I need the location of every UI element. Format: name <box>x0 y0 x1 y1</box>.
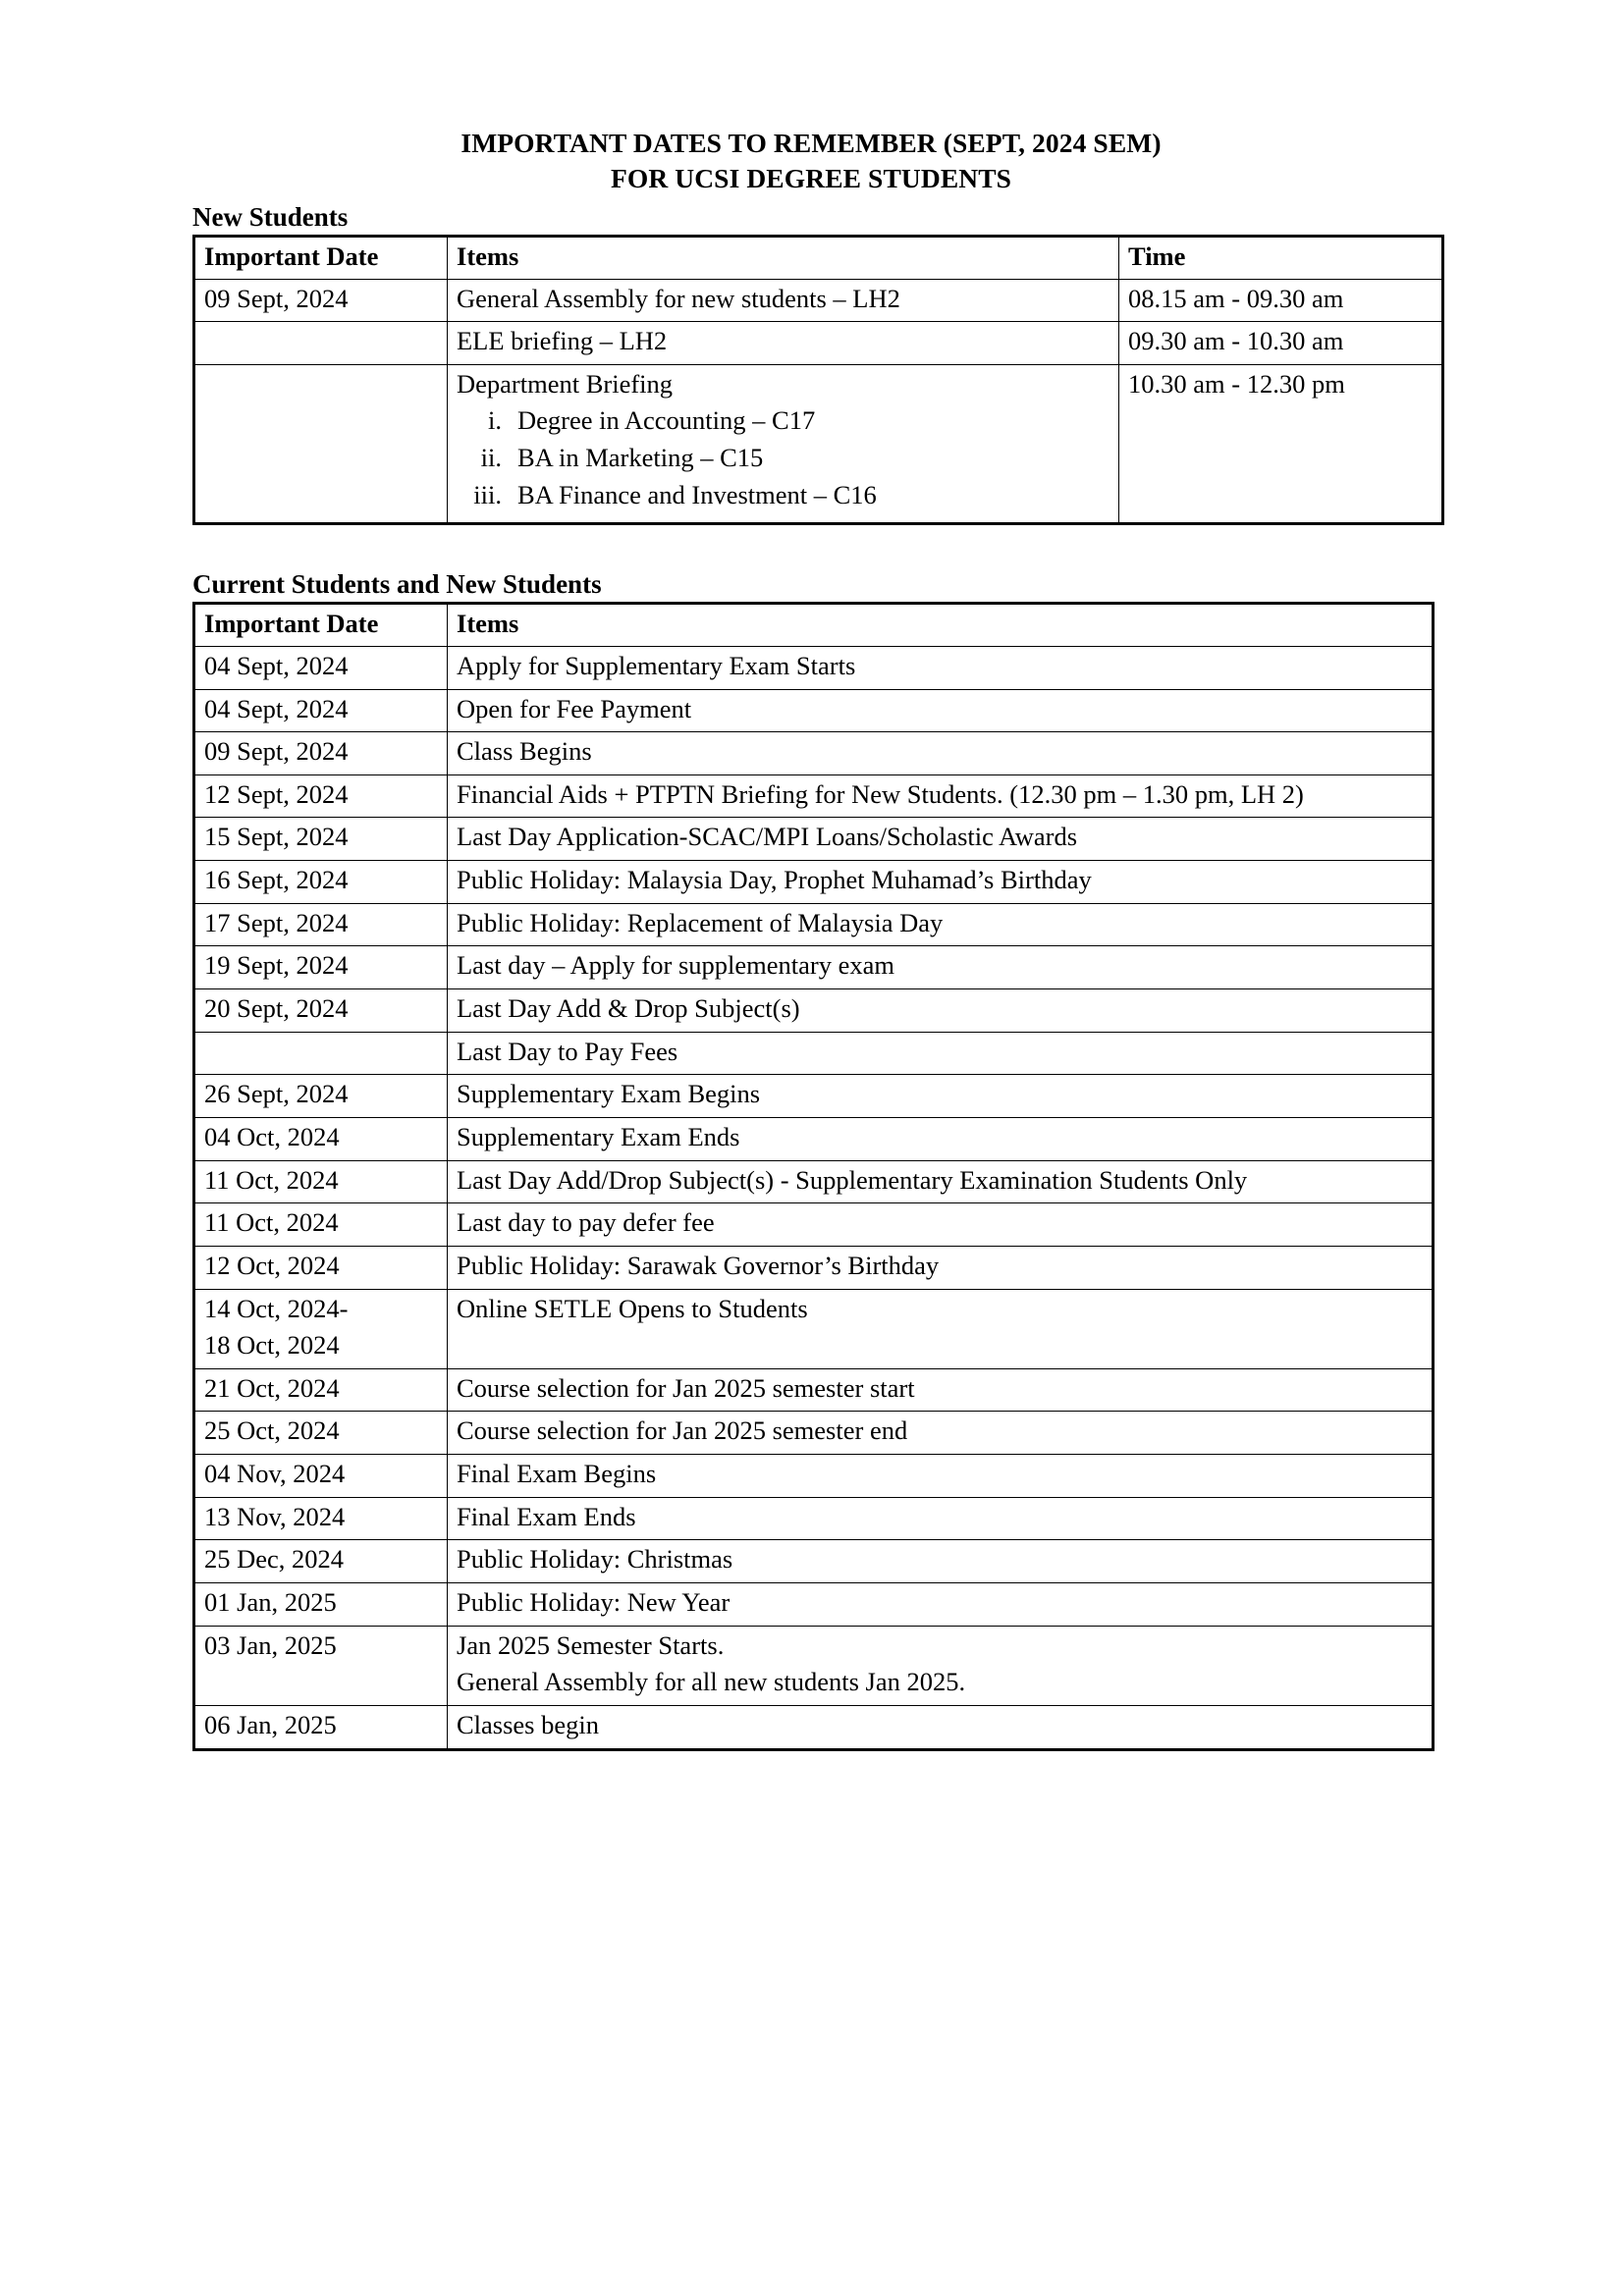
table-row <box>194 1626 1434 1705</box>
cell-date: 25 Dec, 2024 <box>194 1540 448 1583</box>
list-item-marker: ii. <box>480 442 502 472</box>
table-new-students <box>192 235 1444 525</box>
table-header-row <box>194 236 1443 279</box>
table-row <box>194 774 1434 818</box>
table-row <box>194 1289 1434 1368</box>
list-item <box>457 403 1111 437</box>
table-row <box>194 364 1443 523</box>
cell-date: 11 Oct, 2024 <box>194 1160 448 1203</box>
page-title-line-2: FOR UCSI DEGREE STUDENTS <box>610 163 1012 194</box>
cell-item: Class Begins <box>448 732 1434 775</box>
cell-date <box>194 364 448 523</box>
table-row <box>194 1160 1434 1203</box>
cell-item-line: Jan 2025 Semester Starts. <box>457 1629 725 1660</box>
cell-date: 04 Oct, 2024 <box>194 1117 448 1160</box>
cell-date: 01 Jan, 2025 <box>194 1582 448 1626</box>
cell-date: 03 Jan, 2025 <box>194 1626 448 1705</box>
table-row <box>194 689 1434 732</box>
cell-date: 19 Sept, 2024 <box>194 946 448 989</box>
cell-item: Supplementary Exam Ends <box>448 1117 1434 1160</box>
cell-item: Last Day Application-SCAC/MPI Loans/Scholastic Awards <box>448 818 1434 861</box>
table-row <box>194 322 1443 365</box>
cell-item <box>448 364 1119 523</box>
cell-item: Last Day to Pay Fees <box>448 1032 1434 1075</box>
cell-item-line: General Assembly for all new students Jan 2025. <box>457 1667 966 1697</box>
column-header-time: Time <box>1119 236 1443 279</box>
table-row <box>194 1455 1434 1498</box>
table-row <box>194 1497 1434 1540</box>
table-row <box>194 1540 1434 1583</box>
cell-date: 21 Oct, 2024 <box>194 1368 448 1412</box>
cell-item: Supplementary Exam Begins <box>448 1075 1434 1118</box>
cell-item-text: Department Briefing <box>457 368 674 399</box>
cell-date: 25 Oct, 2024 <box>194 1412 448 1455</box>
page-title <box>192 126 1432 197</box>
table-current-students <box>192 602 1435 1750</box>
list-item-label: Degree in Accounting – C17 <box>517 404 816 435</box>
document-body <box>192 126 1432 1751</box>
table-row <box>194 1075 1434 1118</box>
cell-date: 12 Oct, 2024 <box>194 1246 448 1289</box>
cell-date: 17 Sept, 2024 <box>194 903 448 946</box>
cell-item: Last Day Add/Drop Subject(s) - Supplementary Examination Students Only <box>448 1160 1434 1203</box>
cell-item: Classes begin <box>448 1705 1434 1749</box>
cell-date: 15 Sept, 2024 <box>194 818 448 861</box>
cell-item: General Assembly for new students – LH2 <box>448 279 1119 322</box>
cell-item: Public Holiday: Replacement of Malaysia Day <box>448 903 1434 946</box>
list-item-marker: iii. <box>473 480 502 510</box>
list-item <box>457 441 1111 474</box>
table-header-row <box>194 604 1434 647</box>
cell-time: 10.30 am - 12.30 pm <box>1119 364 1443 523</box>
list-item-label: BA Finance and Investment – C16 <box>517 480 877 510</box>
column-header-important-date: Important Date <box>194 604 448 647</box>
cell-item: Last day – Apply for supplementary exam <box>448 946 1434 989</box>
cell-date: 26 Sept, 2024 <box>194 1075 448 1118</box>
cell-item: Final Exam Ends <box>448 1497 1434 1540</box>
cell-item <box>448 1626 1434 1705</box>
cell-item: Course selection for Jan 2025 semester end <box>448 1412 1434 1455</box>
table-row <box>194 1032 1434 1075</box>
cell-time: 09.30 am - 10.30 am <box>1119 322 1443 365</box>
table-row <box>194 1412 1434 1455</box>
list-item-label: BA in Marketing – C15 <box>517 442 764 472</box>
cell-date: 12 Sept, 2024 <box>194 774 448 818</box>
section-caption-new-students: New Students <box>192 201 349 232</box>
table-row <box>194 946 1434 989</box>
cell-item: Online SETLE Opens to Students <box>448 1289 1434 1368</box>
table-row <box>194 732 1434 775</box>
column-header-items: Items <box>448 604 1434 647</box>
list-item <box>457 478 1111 511</box>
table-row <box>194 1203 1434 1247</box>
cell-item: Apply for Supplementary Exam Starts <box>448 646 1434 689</box>
table-row <box>194 1582 1434 1626</box>
column-header-important-date: Important Date <box>194 236 448 279</box>
cell-date: 09 Sept, 2024 <box>194 279 448 322</box>
cell-date: 16 Sept, 2024 <box>194 861 448 904</box>
cell-date-line: 14 Oct, 2024- <box>204 1293 349 1323</box>
cell-date: 04 Nov, 2024 <box>194 1455 448 1498</box>
cell-date <box>194 1289 448 1368</box>
page-title-line-1: IMPORTANT DATES TO REMEMBER (SEPT, 2024 SEM) <box>460 128 1162 158</box>
cell-date <box>194 1032 448 1075</box>
cell-date: 04 Sept, 2024 <box>194 646 448 689</box>
table-row <box>194 279 1443 322</box>
cell-item: Public Holiday: Sarawak Governor’s Birthday <box>448 1246 1434 1289</box>
cell-date: 13 Nov, 2024 <box>194 1497 448 1540</box>
department-briefing-list <box>457 403 1111 512</box>
cell-item: ELE briefing – LH2 <box>448 322 1119 365</box>
cell-item: Public Holiday: New Year <box>448 1582 1434 1626</box>
column-header-items: Items <box>448 236 1119 279</box>
cell-date-line: 18 Oct, 2024 <box>204 1330 340 1361</box>
table-row <box>194 989 1434 1033</box>
table-row <box>194 1117 1434 1160</box>
table-row <box>194 1705 1434 1749</box>
section-spacer <box>192 525 1432 568</box>
cell-item: Last day to pay defer fee <box>448 1203 1434 1247</box>
cell-item: Public Holiday: Christmas <box>448 1540 1434 1583</box>
cell-date: 06 Jan, 2025 <box>194 1705 448 1749</box>
cell-item: Last Day Add & Drop Subject(s) <box>448 989 1434 1033</box>
table-row <box>194 646 1434 689</box>
cell-date: 09 Sept, 2024 <box>194 732 448 775</box>
cell-date: 11 Oct, 2024 <box>194 1203 448 1247</box>
table-row <box>194 1368 1434 1412</box>
table-body <box>194 646 1434 1749</box>
cell-date <box>194 322 448 365</box>
table-row <box>194 1246 1434 1289</box>
cell-date: 20 Sept, 2024 <box>194 989 448 1033</box>
table-row <box>194 818 1434 861</box>
cell-item: Open for Fee Payment <box>448 689 1434 732</box>
table-row <box>194 903 1434 946</box>
cell-item: Course selection for Jan 2025 semester start <box>448 1368 1434 1412</box>
cell-date: 04 Sept, 2024 <box>194 689 448 732</box>
section-caption-current-students: Current Students and New Students <box>192 568 602 599</box>
cell-item: Financial Aids + PTPTN Briefing for New Students. (12.30 pm – 1.30 pm, LH 2) <box>448 774 1434 818</box>
cell-time: 08.15 am - 09.30 am <box>1119 279 1443 322</box>
table-row <box>194 861 1434 904</box>
list-item-marker: i. <box>488 404 502 435</box>
cell-item: Final Exam Begins <box>448 1455 1434 1498</box>
cell-item: Public Holiday: Malaysia Day, Prophet Muhamad’s Birthday <box>448 861 1434 904</box>
